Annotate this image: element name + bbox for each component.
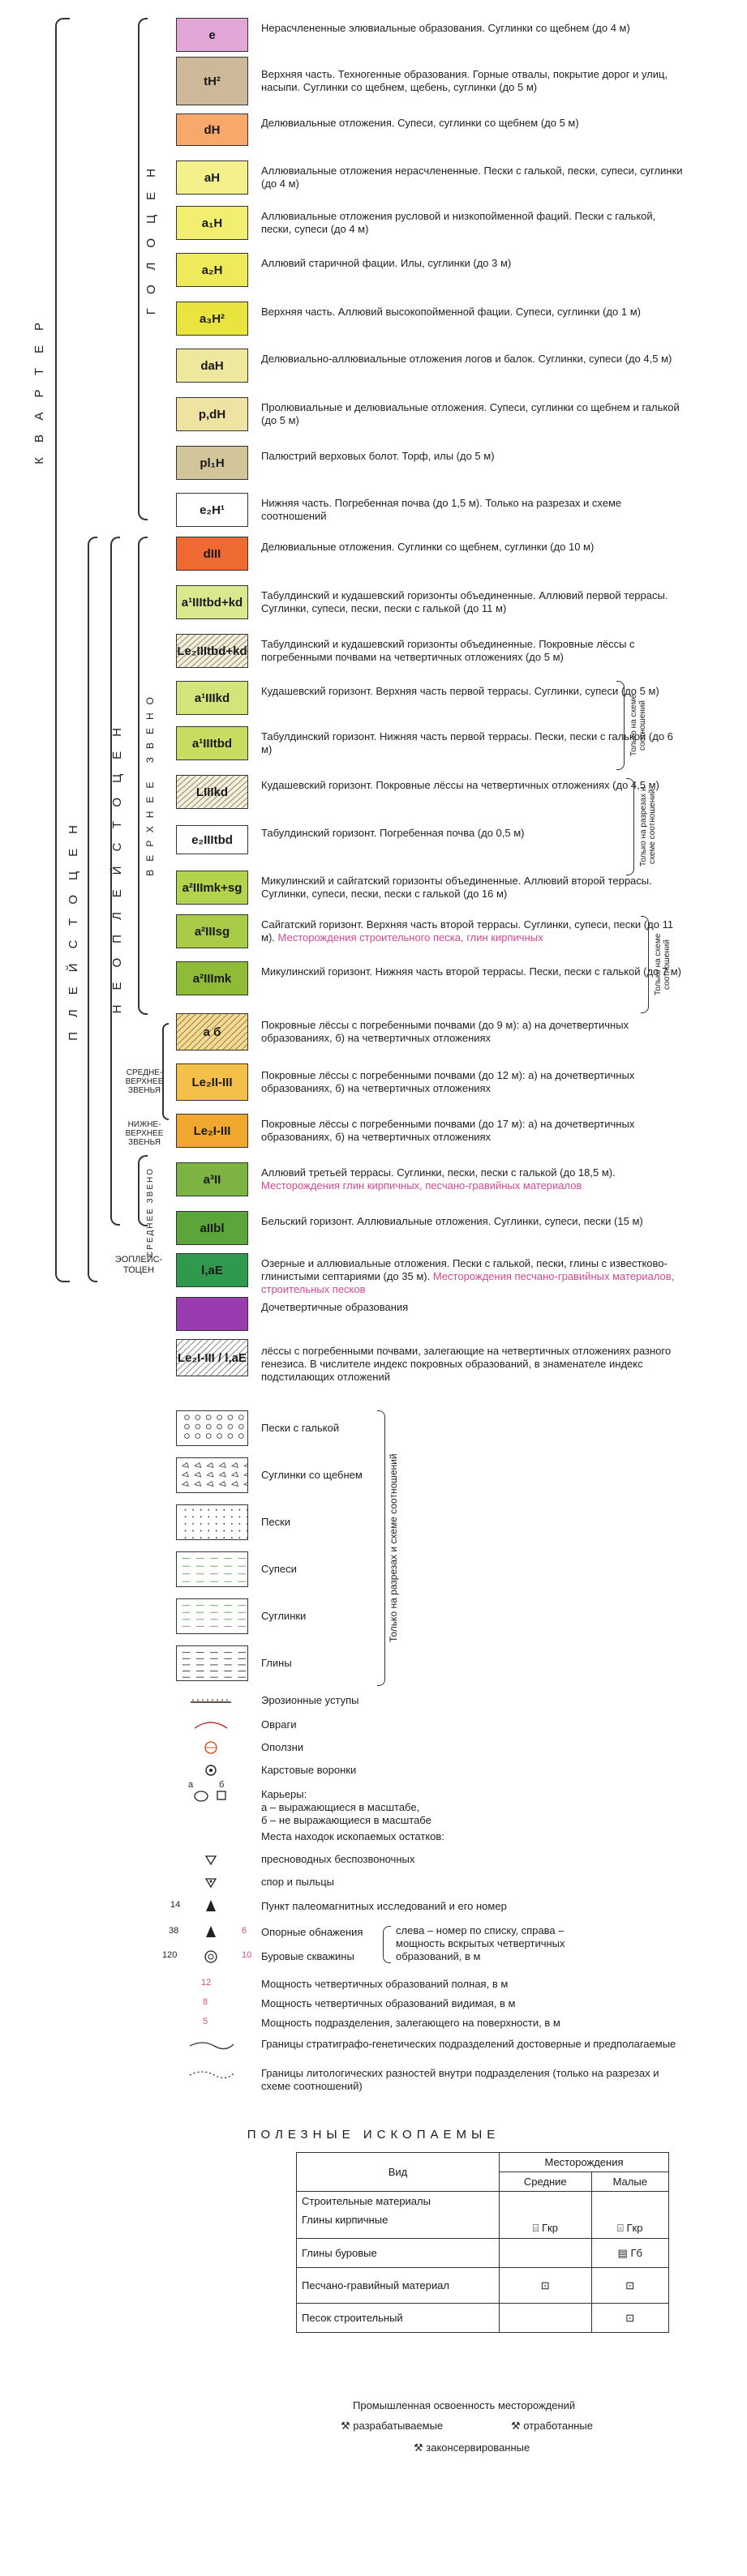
unit-description: Сайгатский горизонт. Верхняя часть второй террасы. Суглинки, супеси, пески (до 11 м). Месторождения строительного песка, глин кирпичных <box>261 918 674 944</box>
unit-description: Делювиальные отложения. Супеси, суглинки со щебнем (до 5 м) <box>261 117 579 129</box>
unit-swatch <box>176 1114 248 1148</box>
unit-description: Покровные лёссы с погребенными почвами (до 12 м): а) на дочетвертичных образованиях, б) на четвертичных отложениях <box>261 1069 635 1094</box>
minerals-footer: Промышленная освоенность месторождений <box>353 2399 576 2411</box>
symbol-number: 6 <box>242 1926 247 1936</box>
gravel-small-icon: ⊡ <box>591 2268 669 2304</box>
unit-swatch <box>176 397 248 431</box>
quaternary-label: КВАРТЕР <box>32 308 46 464</box>
unit-swatch <box>176 206 248 240</box>
unit-swatch <box>176 113 248 146</box>
minerals-table: Вид Месторождения Средние Малые Строительные материалы Глины кирпичные ⌸ Гкр ⌸ Гкр Глины буровые ▤ Гб Песчано-гравийный материал ⊡ ⊡ Песок строительный ⊡ <box>296 2152 669 2333</box>
unit-description: Палюстрий верховых болот. Торф, илы (до 5 м) <box>261 450 495 462</box>
unit-code: Le₂I-III / l,aE <box>177 1350 247 1365</box>
symbol-number: б <box>219 1780 225 1790</box>
lithology-swatch <box>176 1457 248 1493</box>
unit-code: Le₂I-III <box>193 1123 231 1138</box>
pleistocene-bracket <box>88 537 97 1282</box>
unit-swatch <box>176 726 248 760</box>
outcrop-icon <box>187 1923 235 1942</box>
unit-code: Le₂II-III <box>191 1075 233 1089</box>
unit-code: a б <box>203 1025 221 1039</box>
paleomag-point-icon <box>187 1897 235 1916</box>
symbol-number: 14 <box>170 1900 181 1910</box>
unit-swatch <box>176 681 248 715</box>
unit-swatch <box>176 57 248 105</box>
upper-link-label: ВЕРХНЕЕ ЗВЕНО <box>144 689 156 876</box>
lithology-bracket <box>377 1410 385 1686</box>
deposit-note: Месторождения песчано-гравийных материалов, строительных песков <box>261 1270 675 1295</box>
boundary-icon <box>187 2035 235 2054</box>
unit-swatch <box>176 302 248 336</box>
karst-sinkhole-icon <box>187 1761 235 1780</box>
col-small: Малые <box>591 2172 669 2192</box>
neopleistocene-label: НЕОПЛЕЙСТОЦЕН <box>110 713 124 1014</box>
lithology-label: Суглинки со щебнем <box>261 1469 363 1481</box>
brick-clay-medium-icon: ⌸ <box>532 2222 542 2234</box>
symbol-label: Границы литологических разностей внутри подразделения (только на разрезах и схеме соотношений) <box>261 2067 659 2092</box>
unit-description: Аллювиальные отложения нерасчлененные. Пески с галькой, пески, супеси, суглинки (до 4 м) <box>261 165 683 190</box>
symbol-label: Оползни <box>261 1741 304 1753</box>
side-bracket-a <box>616 681 625 770</box>
symbol-number: 12 <box>201 1978 212 1988</box>
lithology-swatch <box>176 1410 248 1446</box>
unit-description: Микулинский и сайгатский горизонты объединенные. Аллювий второй террасы. Суглинки, супеси, пески, пески с галькой (до 16 м) <box>261 875 652 900</box>
brick-clay-small-icon: ⌸ <box>617 2222 627 2234</box>
unit-code: a²IIImk+sg <box>182 880 243 895</box>
holocene-label: ГОЛОЦЕН <box>144 154 158 315</box>
unit-code: Le₂IIItbd+kd <box>177 644 247 658</box>
lithology-label: Глины <box>261 1657 292 1669</box>
unit-code: tH² <box>204 74 221 88</box>
unit-code: a₃H² <box>199 311 225 326</box>
landslide-icon <box>187 1738 235 1757</box>
gravel-medium-icon: ⊡ <box>500 2268 592 2304</box>
unit-description: Пролювиальные и делювиальные отложения. Супеси, суглинки со щебнем и галькой (до 5 м) <box>261 401 680 426</box>
borehole-icon <box>187 1947 235 1966</box>
lithology-note: Только на разрезах и схеме соотношений <box>388 1453 399 1643</box>
lithology-boundary-icon <box>187 2064 235 2083</box>
unit-description: Микулинский горизонт. Нижняя часть второй террасы. Пески, пески с галькой (до 7 м) <box>261 965 682 978</box>
symbol-number: 8 <box>203 1997 208 2007</box>
symbol-number: а <box>188 1780 194 1790</box>
symbol-label: Границы стратиграфо-генетических подразделений достоверные и предполагаемые <box>261 2038 676 2050</box>
unit-code: aIIbl <box>200 1221 225 1235</box>
symbol-label: Карстовые воронки <box>261 1764 357 1776</box>
well-note: слева – номер по списку, справа – мощность вскрытых четвертичных образований, в м <box>396 1924 565 1962</box>
lithology-swatch <box>176 1504 248 1540</box>
unit-swatch <box>176 825 248 854</box>
unit-swatch <box>176 1211 248 1245</box>
unit-swatch <box>176 537 248 571</box>
symbol-label: Буровые скважины <box>261 1950 354 1962</box>
pleistocene-label: ПЛЕЙСТОЦЕН <box>67 811 80 1041</box>
unit-swatch <box>176 1013 248 1051</box>
unit-swatch <box>176 1063 248 1101</box>
middle-upper-label: СРЕДНЕ-ВЕРХНЕЕ ЗВЕНЬЯ <box>125 1068 164 1095</box>
unit-code: a²IIImk <box>192 971 232 986</box>
unit-description: Табулдинский горизонт. Погребенная почва (до 0,5 м) <box>261 827 525 839</box>
unit-swatch <box>176 160 248 195</box>
lithology-swatch <box>176 1645 248 1681</box>
unit-swatch <box>176 961 248 995</box>
symbol-number: 120 <box>162 1950 178 1960</box>
symbol-label: спор и пыльцы <box>261 1876 335 1888</box>
symbol-label: Места находок ископаемых остатков: <box>261 1830 444 1842</box>
unit-swatch <box>176 1339 248 1376</box>
conserved-icon: ⚒ <box>414 2441 427 2454</box>
unit-swatch <box>176 634 248 668</box>
unit-code: a¹IIItbd+kd <box>181 595 243 610</box>
unit-description: Делювиально-аллювиальные отложения логов и балок. Суглинки, супеси (до 4,5 м) <box>261 353 672 365</box>
unit-description: Табулдинский и кудашевский горизонты объединенные. Аллювий первой террасы. Суглинки, супеси, пески, пески с галькой (до 11 м) <box>261 589 668 614</box>
unit-code: dH <box>204 122 221 137</box>
erosion-scarp-icon <box>187 1691 235 1710</box>
unit-description: Аллювиальные отложения русловой и низкопойменной фаций. Пески с галькой, пески, супеси (до 4 м) <box>261 210 656 235</box>
symbol-label: Мощность подразделения, залегающего на поверхности, в м <box>261 2017 560 2029</box>
unit-description: Дочетвертичные образования <box>261 1301 409 1313</box>
unit-code: dIII <box>203 546 221 561</box>
unit-code: daH <box>200 358 224 373</box>
unit-code: e₂IIItbd <box>191 832 233 847</box>
group-label: Строительные материалы <box>302 2195 431 2207</box>
quaternary-bracket <box>55 18 70 1282</box>
row-name: Глины кирпичные <box>302 2214 389 2226</box>
unit-description: Бельский горизонт. Аллювиальные отложения. Суглинки, супеси, пески (15 м) <box>261 1215 643 1227</box>
unit-code: e <box>208 28 216 42</box>
unit-description: Верхняя часть. Аллювий высокопойменной фации. Супеси, суглинки (до 1 м) <box>261 306 641 318</box>
drilling-clay-icon: ▤ <box>617 2246 631 2259</box>
unit-description: Нерасчлененные элювиальные образования. Суглинки со щебнем (до 4 м) <box>261 22 630 34</box>
unit-description: Делювиальные отложения. Суглинки со щебнем, суглинки (до 10 м) <box>261 541 595 553</box>
lithology-swatch <box>176 1598 248 1634</box>
unit-code: a¹IIItbd <box>191 736 233 751</box>
unit-code: a₂H <box>201 263 223 277</box>
symbol-label: Опорные обнажения <box>261 1926 363 1938</box>
unit-description: Кудашевский горизонт. Верхняя часть первой террасы. Суглинки, супеси (до 5 м) <box>261 685 659 697</box>
symbol-label: Карьеры: а – выражающиеся в масштабе, б – не выражающиеся в масштабе <box>261 1788 431 1826</box>
unit-swatch <box>176 446 248 480</box>
row-name: Песок строительный <box>297 2304 500 2333</box>
unit-code: l,aE <box>201 1263 223 1277</box>
unit-description: Аллювий старичной фации. Илы, суглинки (до 3 м) <box>261 257 512 269</box>
unit-swatch <box>176 871 248 905</box>
well-brace <box>383 1926 391 1963</box>
quarry-icon <box>187 1785 235 1804</box>
eopleistocene-label: ЭОПЛЕЙС-ТОЦЕН <box>114 1255 163 1275</box>
deposit-note: Месторождения глин кирпичных, песчано-гравийных материалов <box>261 1179 582 1192</box>
middle-link-label: СРЕДНЕЕ ЗВЕНО <box>146 1167 155 1258</box>
col-medium: Средние <box>500 2172 592 2192</box>
unit-swatch <box>176 253 248 287</box>
sand-small-icon: ⊡ <box>591 2304 669 2333</box>
unit-code: a₁H <box>201 216 223 230</box>
unit-code: a¹IIIkd <box>194 691 230 705</box>
side-note-c: Только на схеме соотношений <box>654 933 672 996</box>
lithology-label: Суглинки <box>261 1610 307 1622</box>
unit-description: Озерные и аллювиальные отложения. Пески с галькой, пески, глины с известково-глинистыми септариями (до 35 м). Месторождения песчано-гравийных материалов, строительных песков <box>261 1257 675 1295</box>
unit-description: Кудашевский горизонт. Покровные лёссы на четвертичных отложениях (до 4,5 м) <box>261 779 659 791</box>
side-bracket-b <box>626 778 634 875</box>
unit-code: aH <box>204 170 221 185</box>
symbol-label: Эрозионные уступы <box>261 1694 359 1706</box>
unit-description: Аллювий третьей террасы. Суглинки, пески, пески с галькой (до 18,5 м). Месторождения глин кирпичных, песчано-гравийных материалов <box>261 1166 616 1192</box>
symbol-label: Пункт палеомагнитных исследований и его номер <box>261 1900 507 1912</box>
symbol-number: 38 <box>169 1926 179 1936</box>
unit-swatch <box>176 493 248 527</box>
lithology-swatch <box>176 1551 248 1587</box>
deposit-note: Месторождения строительного песка, глин кирпичных <box>277 931 543 944</box>
freshwater-fossil-icon <box>187 1850 235 1869</box>
side-note-b: Только на разрезах и схеме соотношений <box>639 786 657 867</box>
unit-code: e₂H¹ <box>200 503 225 517</box>
minerals-title: ПОЛЕЗНЫЕ ИСКОПАЕМЫЕ <box>247 2128 500 2142</box>
unit-swatch <box>176 349 248 383</box>
unit-swatch <box>176 18 248 52</box>
lithology-label: Супеси <box>261 1563 297 1575</box>
developed-label: ⚒ разрабатываемые <box>341 2420 444 2432</box>
developed-icon: ⚒ <box>341 2420 354 2432</box>
symbol-label: Овраги <box>261 1718 297 1731</box>
unit-code: LIIIkd <box>195 785 229 799</box>
unit-swatch <box>176 585 248 619</box>
unit-swatch <box>176 1162 248 1196</box>
conserved-label: ⚒ законсервированные <box>414 2441 530 2454</box>
unit-description: Нижняя часть. Погребенная почва (до 1,5 м). Только на разрезах и схеме соотношений <box>261 497 622 522</box>
unit-swatch <box>176 775 248 809</box>
unit-swatch <box>176 914 248 948</box>
exhausted-label: ⚒ отработанные <box>511 2420 593 2432</box>
unit-code: a³II <box>203 1172 221 1187</box>
unit-description: Верхняя часть. Техногенные образования. Горные отвалы, покрытие дорог и улиц, насыпи. Суглинки со щебнем, щебень, суглинки (до 5 м) <box>261 68 668 93</box>
symbol-label: Мощность четвертичных образований полная, в м <box>261 1978 509 1990</box>
exhausted-icon: ⚒ <box>511 2420 524 2432</box>
ravine-icon <box>187 1715 235 1735</box>
unit-swatch <box>176 1297 248 1331</box>
unit-code: a²IIIsg <box>194 924 230 939</box>
lower-upper-label: НИЖНЕ-ВЕРХНЕЕ ЗВЕНЬЯ <box>125 1120 164 1147</box>
symbol-number: 5 <box>203 2017 208 2026</box>
lithology-label: Пески с галькой <box>261 1422 340 1434</box>
row-name: Глины буровые <box>297 2239 500 2268</box>
unit-code: pl₁H <box>200 456 225 470</box>
unit-code: p,dH <box>198 407 226 421</box>
col-type: Вид <box>297 2153 500 2192</box>
symbol-label: Мощность четвертичных образований видимая, в м <box>261 1997 516 2009</box>
unit-description: Покровные лёссы с погребенными почвами (до 9 м): а) на дочетвертичных образованиях, б) на четвертичных отложениях <box>261 1019 629 1044</box>
unit-description: Табулдинский горизонт. Нижняя часть первой террасы. Пески, пески с галькой (до 6 м) <box>261 730 673 755</box>
row-name: Песчано-гравийный материал <box>297 2268 500 2304</box>
unit-description: Табулдинский и кудашевский горизонты объединенные. Покровные лёссы с погребенными почвами на четвертичных отложениях (до 5 м) <box>261 638 635 663</box>
unit-description: Покровные лёссы с погребенными почвами (до 17 м): а) на дочетвертичных образованиях, б) на четвертичных отложениях <box>261 1118 635 1143</box>
unit-description: лёссы с погребенными почвами, залегающие на четвертичных отложениях разного генезиса. В числителе индекс покровных образований, в знаменателе индекс подстилающих отложений <box>261 1345 672 1383</box>
spore-pollen-icon <box>187 1872 235 1892</box>
side-note-a: Только на схеме соотношений <box>629 694 647 757</box>
side-bracket-c <box>641 916 649 1013</box>
unit-swatch <box>176 1253 248 1287</box>
lithology-label: Пески <box>261 1516 291 1528</box>
col-deposits: Месторождения <box>500 2153 669 2172</box>
symbol-label: пресноводных беспозвоночных <box>261 1853 415 1865</box>
symbol-number: 10 <box>242 1950 252 1960</box>
